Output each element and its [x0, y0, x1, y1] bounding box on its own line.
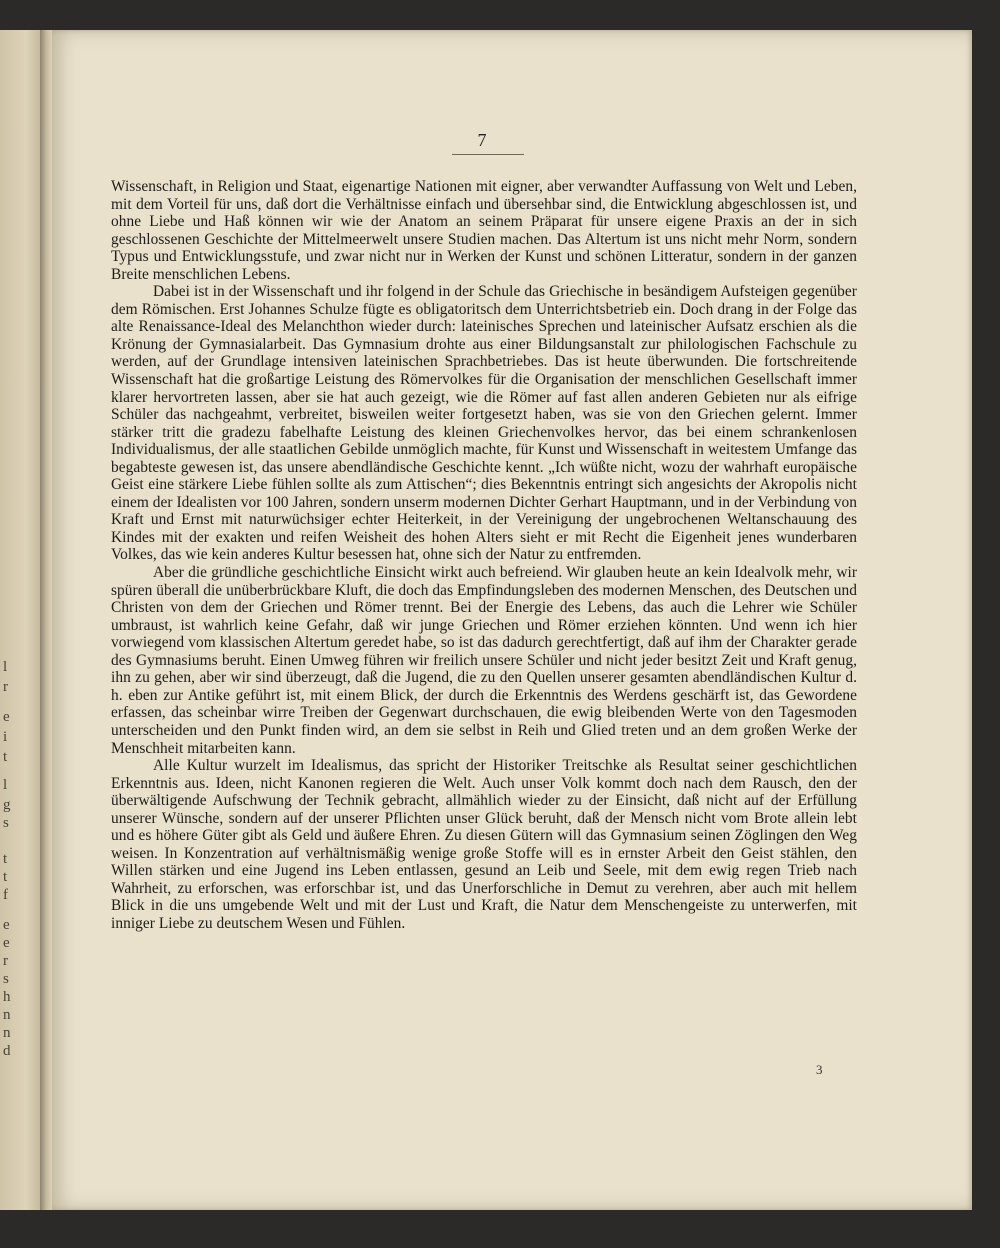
paragraph: Wissenschaft, in Religion und Staat, eigenartige Nationen mit eigner, aber verwandter Auffassung von Welt und Leben, mit dem Vorteil für uns, daß dort die Verhältnisse einfach und übersehbar sind, die Entwicklung abgeschlossen ist, und ohne Liebe und Haß können wir wie der Anatom an seinem Präparat für unsere eigene Praxis an der in sich geschlossenen Geschichte der Mittelmeerwelt unsere Studien machen. Das Altertum ist uns nicht mehr Norm, sondern Typus und Entwicklungsstufe, und zwar nicht nur in Werken der Kunst und schönen Litteratur, sondern in der ganzen Breite menschlichen Lebens. [111, 178, 857, 283]
margin-letter: l [3, 659, 8, 675]
facing-page-edge [0, 30, 44, 1210]
margin-letter: h [3, 989, 11, 1005]
margin-letter: s [3, 971, 9, 987]
body-text [111, 178, 857, 933]
paragraph: Alle Kultur wurzelt im Idealismus, das spricht der Historiker Treitschke als Resultat seiner geschichtlichen Erkenntnis aus. Ideen, nicht Kanonen regieren die Welt. Auch unser Volk kommt doch nach dem Rausch, den der überwältigende Aufschwung der Technik gebracht, allmählich wieder zu der Einsicht, daß nicht auf der Erfüllung unserer Wünsche, sondern auf der unserer Pflichten unser Glück beruht, daß der Mensch nicht vom Brote allein lebt und es höhere Güter gibt als Geld und äußere Ehren. Zu diesen Gütern will das Gymnasium seinen Zöglingen den Weg weisen. In Konzentration auf verhältnismäßig wenige große Stoffe will es in ernster Arbeit den Geist stählen, den Willen stärken und eine Jugend ins Leben entlassen, gesund an Leib und Seele, mit dem ewig regen Trieb nach Wahrheit, zu erforschen, was erforschbar ist, und das Unerforschliche in Demut zu verehren, aber auch mit hellem Blick in die uns umgebende Welt und mit der Lust und Kraft, die Natur dem Menschengeiste zu unterwerfen, mit inniger Liebe zu deutschem Wesen und Fühlen. [111, 757, 857, 932]
margin-letter: t [3, 869, 8, 885]
margin-letter: e [3, 935, 10, 951]
document-page [52, 30, 972, 1210]
margin-letter: i [3, 729, 8, 745]
page-number: 7 [477, 130, 487, 150]
margin-letter: s [3, 815, 9, 831]
paragraph: Dabei ist in der Wissenschaft und ihr folgend in der Schule das Griechische in besändigem Aufsteigen gegenüber dem Römischen. Erst Johannes Schulze fügte es obligatoritsch dem Unterrichtsbetrieb ein. Doch drang in der Folge das alte Renaissance-Ideal des Melanchthon wieder durch: lateinisches Sprechen und lateinischer Aufsatz erschien als die Krönung der Gymnasialarbeit. Das Gymnasium drohte aus einer Bildungsanstalt zur philologischen Fachschule zu werden, auf der Grundlage intensiven lateinischen Sprachbetriebes. Das ist heute überwunden. Die fortschreitende Wissenschaft hat die großartige Leistung des Römervolkes für die Organisation der menschlichen Gesellschaft immer klarer hervortreten lassen, aber sie hat auch gezeigt, wie die Römer auf fast allen anderen Gebieten nur als eifrige Schüler das nachgeahmt, verbreitet, bisweilen weiter fortgesetzt haben, was sie von den Griechen gelernt. Immer stärker tritt die gradezu fabelhafte Leistung des kleinen Griechenvolkes hervor, das bei einem schrankenlosen Individualismus, der alle staatlichen Gebilde unmöglich machte, für Kunst und Wissenschaft in weitestem Umfange das begabteste gewesen ist, das unsere abendländische Geschichte kennt. „Ich wüßte nicht, wozu der wahrhaft europäische Geist eine stärkere Liebe fühlen sollte als zum Attischen“; dies Bekenntnis entringt sich angesichts der Akropolis nicht einem der Idealisten vor 100 Jahren, sondern unserm modernen Dichter Gerhart Hauptmann, und in der Verbindung von Kraft und Ernst mit naturwüchsiger echter Heiterkeit, in der Vereinigung der ungebrochenen Weltanschauung des Kindes mit der exakten und reifen Weisheit des hohen Alters sieht er mit Recht die Eigenheit jenes wunderbaren Volkes, das wie kein anderes Kultur besessen hat, ohne sich der Natur zu entfremden. [111, 283, 857, 564]
margin-letter: e [3, 917, 10, 933]
margin-letter: r [3, 679, 8, 695]
margin-letter: r [3, 953, 8, 969]
margin-letter: e [3, 709, 10, 725]
sheet-signature: 3 [816, 1062, 823, 1077]
margin-letter: l [3, 777, 8, 793]
margin-letter: f [3, 887, 8, 903]
paragraph: Aber die gründliche geschichtliche Einsicht wirkt auch befreiend. Wir glauben heute an kein Idealvolk mehr, wir spüren überall die unüberbrückbare Kluft, die doch das Empfindungsleben des modernen Menschen, des Deutschen und Christen von dem der Griechen und Römer trennt. Bei der Energie des Lebens, das auch die Lehrer wie Schüler umbraust, ist wahrlich keine Gefahr, daß wir junge Griechen und Römer erziehen könnten. Und wenn ich hier vorwiegend vom klassischen Altertum geredet habe, so ist das dadurch gerechtfertigt, daß auf ihm der Charakter gerade des Gymnasiums beruht. Einen Umweg führen wir freilich unsere Schüler und nicht jeder besitzt Zeit und Kraft genug, ihn zu gehen, aber wir sind überzeugt, daß die Jugend, die zu den Quellen unserer gesamten abendländischen Kultur d. h. eben zur Antike geführt ist, mit einem Blick, der durch die Erkenntnis des Werdens geschärft ist, das Gewordene erfassen, das scheinbar wirre Treiben der Gegenwart durchschauen, die ewig bleibenden Werte von den Tagesmoden unterscheiden und den Punkt finden wird, an dem sie selbst in Reih und Glied treten und an dem großen Werke der Menschheit mitarbeiten kann. [111, 564, 857, 757]
margin-letter: g [3, 797, 11, 813]
margin-letter: t [3, 749, 8, 765]
margin-letter: t [3, 851, 8, 867]
margin-letter: d [3, 1043, 11, 1059]
header-rule [452, 154, 524, 155]
margin-letter: n [3, 1007, 11, 1023]
margin-letter: n [3, 1025, 11, 1041]
